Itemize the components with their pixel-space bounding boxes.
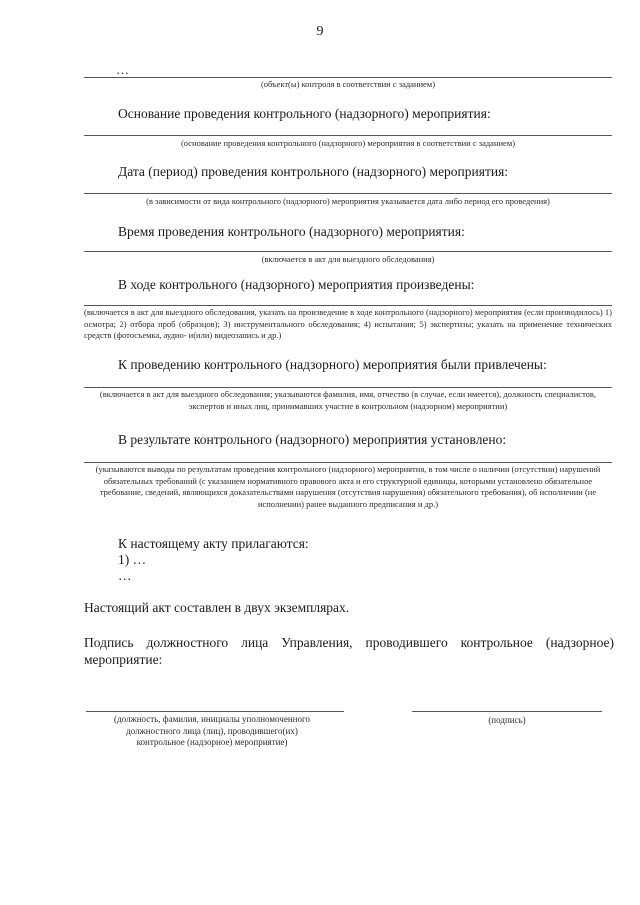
time-note: (включается в акт для выездного обследования) — [261, 254, 435, 264]
signature-name-line — [86, 711, 344, 712]
basis-note: (основание проведения контрольного (надзорного) мероприятия в соответствии с заданием) — [180, 138, 516, 148]
established-note: (указываются выводы по результатам проведения контрольного (надзорного) мероприятия, в том числе о наличии (отсутствии) нарушений обязательных требований (с указанием нормативного правового акта и его структурной единицы, которыми установлено обязательное требование, сведений, являющихся доказательствами нарушения (отсутствия нарушения) обязательного требования), об исполнении (не исполнении) ранее выданного предписания и др.) — [95, 464, 601, 509]
established-line — [84, 462, 612, 463]
date-line — [84, 193, 612, 194]
performed-heading: В ходе контрольного (надзорного) мероприятия произведены: — [118, 277, 475, 292]
involved-line — [84, 387, 612, 388]
attachment-item-1: 1) … — [118, 552, 147, 567]
copies-text: Настоящий акт составлен в двух экземплярах. — [84, 600, 350, 615]
signature-text: Подпись должностного лица Управления, проводившего контрольное (надзорное) мероприятие: — [84, 635, 614, 667]
signature-name-note: (должность, фамилия, инициалы уполномоченного должностного лица (лиц), проводившего(их) контрольное (надзорное) мероприятие) — [114, 714, 310, 747]
attachments-ellipsis: … — [118, 568, 132, 583]
performed-line — [84, 305, 612, 306]
performed-note: (включается в акт для выездного обследования, указать на произведение в ходе контрольного (надзорного) мероприятия (если производилось) 1) осмотра; 2) отбора проб (образцов); 3) инструментального обследования; 4) испытания; 5) экспертизы; указать на применение технических средств (фотосъемка, аудио- и(или) видеозапись и др.) — [84, 307, 612, 340]
involved-heading: К проведению контрольного (надзорного) мероприятия были привлечены: — [118, 357, 547, 372]
date-note: (в зависимости от вида контрольного (надзорного) мероприятия указывается дата либо период его проведения) — [146, 196, 550, 206]
signature-sign-note: (подпись) — [488, 715, 526, 725]
page-number: 9 — [316, 24, 324, 39]
involved-note: (включается в акт для выездного обследования; указываются фамилия, имя, отчество (в случае, если имеется), должность специалистов, экспертов и иных лиц, принимавших участие в контрольном (надзорном) мероприятии) — [99, 389, 597, 411]
objects-ellipsis: … — [116, 62, 129, 77]
date-heading: Дата (период) проведения контрольного (надзорного) мероприятия: — [118, 164, 509, 179]
time-heading: Время проведения контрольного (надзорного) мероприятия: — [118, 224, 465, 239]
objects-line — [84, 77, 612, 78]
signature-sign-line — [412, 711, 602, 712]
basis-heading: Основание проведения контрольного (надзорного) мероприятия: — [118, 106, 491, 121]
time-line — [84, 251, 612, 252]
basis-line — [84, 135, 612, 136]
attachments-heading: К настоящему акту прилагаются: — [118, 536, 309, 551]
established-heading: В результате контрольного (надзорного) мероприятия установлено: — [118, 432, 507, 447]
objects-note: (объект(ы) контроля в соответствии с заданием) — [260, 79, 436, 89]
